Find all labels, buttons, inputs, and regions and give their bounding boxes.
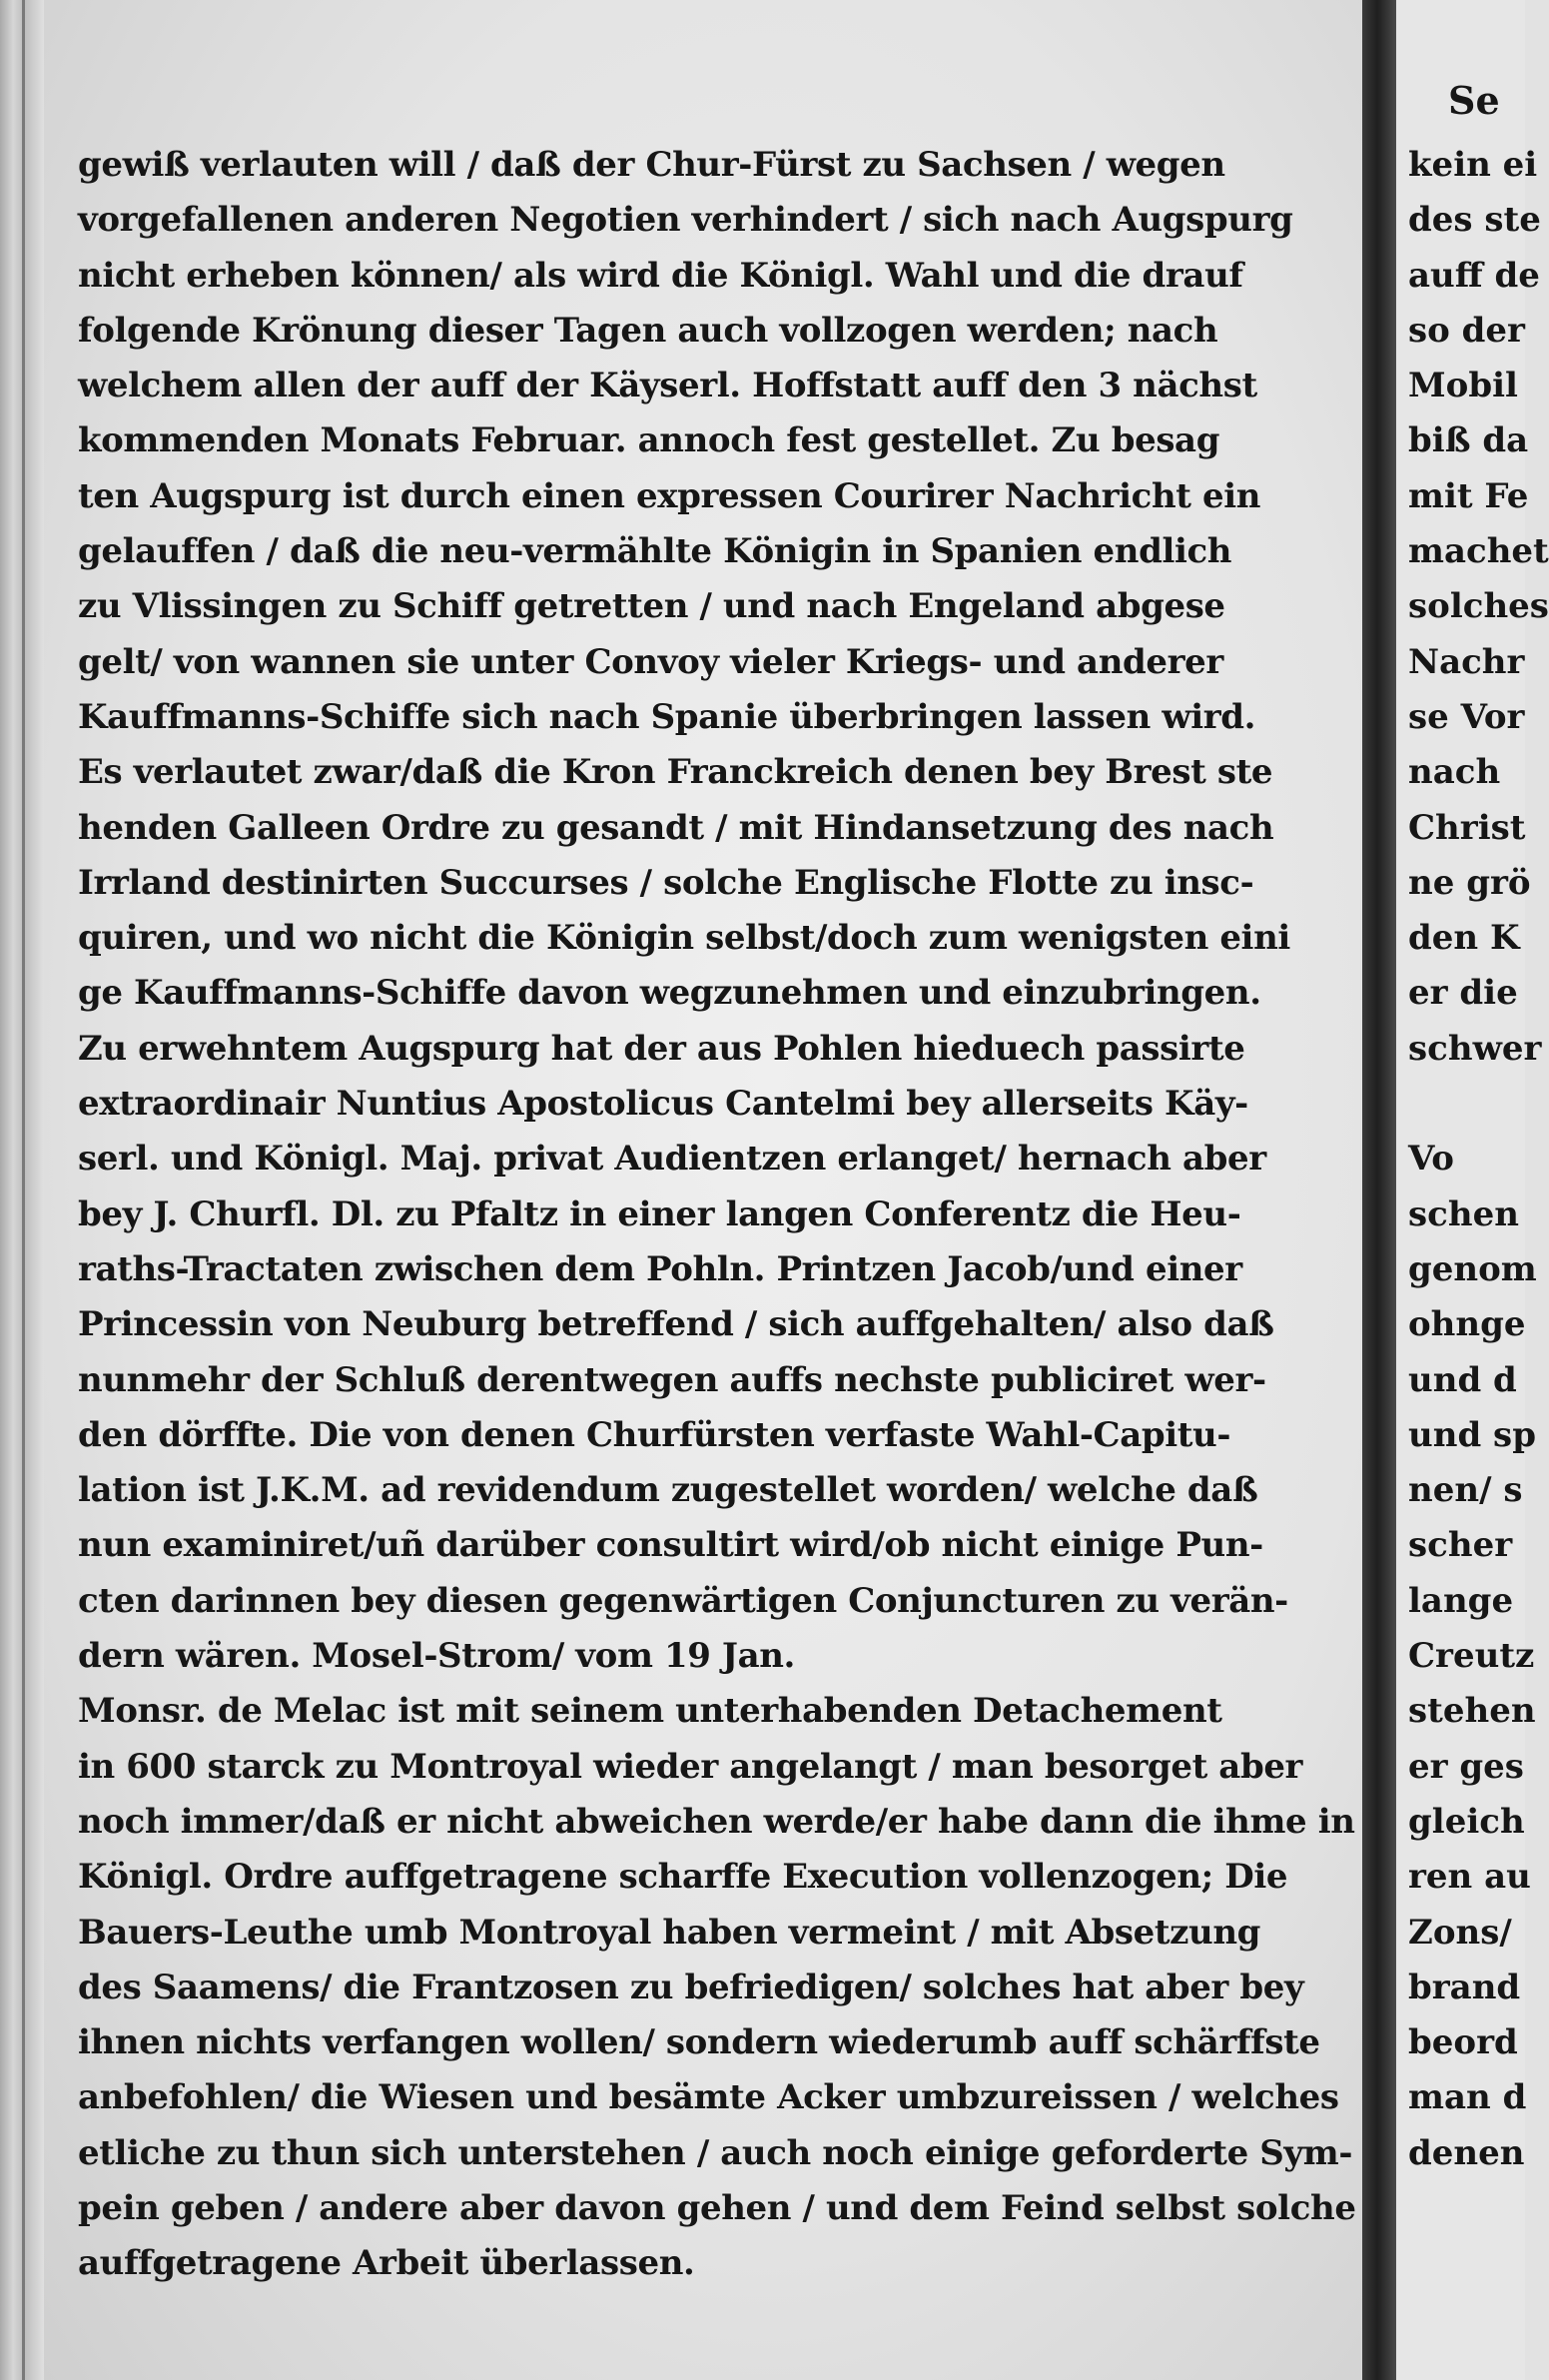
text-line-content: raths-Tractaten zwischen dem Pohln. Printzen Jacob/und einer: [78, 1248, 1242, 1289]
text-line: [78, 856, 1366, 911]
text-line-content: Monsr. de Melac ist mit seinem unterhabenden Detachement: [78, 1691, 1222, 1732]
scan-left-edge: [0, 0, 44, 2380]
adjacent-text-line: Zons/: [1408, 1912, 1512, 1953]
text-line-content: Kauffmanns-Schiffe sich nach Spanie überbringen lassen wird.: [78, 696, 1256, 737]
text-line-content: folgende Krönung dieser Tagen auch vollzogen werden; nach: [78, 310, 1218, 351]
adjacent-text-line: auff de: [1408, 255, 1540, 296]
adjacent-running-head: Se: [1448, 78, 1500, 123]
text-line: [78, 304, 1366, 359]
adjacent-text-line: den K: [1408, 918, 1520, 959]
text-line: [78, 1740, 1366, 1795]
text-line: [78, 1961, 1366, 2015]
text-line-content: Zu erwehntem Augspurg hat der aus Pohlen hieduech passirte: [78, 1028, 1245, 1069]
text-line: [78, 1906, 1366, 1961]
adjacent-text-line: schwer: [1408, 1028, 1542, 1069]
text-line: [78, 413, 1366, 468]
text-line: [78, 1463, 1366, 1518]
text-line-content: gelauffen / daß die neu-vermählte Königin in Spanien endlich: [78, 531, 1232, 572]
text-line-content: bey J. Churfl. Dl. zu Pfaltz in einer langen Conferentz die Heu-: [78, 1193, 1241, 1234]
text-line-content: quiren, und wo nicht die Königin selbst/doch zum wenigsten eini: [78, 918, 1290, 959]
adjacent-text-line: beord: [1408, 2022, 1518, 2063]
adjacent-text-line: Creutz: [1408, 1636, 1535, 1677]
text-line-content: cten darinnen bey diesen gegenwärtigen Conjuncturen zu verän-: [78, 1580, 1288, 1621]
text-line-content: Königl. Ordre auffgetragene scharffe Execution vollenzogen; Die: [78, 1857, 1288, 1898]
text-line: [78, 1408, 1366, 1463]
text-line: [78, 635, 1366, 690]
text-line-content: kommenden Monats Februar. annoch fest gestellet. Zu besag: [78, 420, 1220, 461]
adjacent-text-line: mit Fe: [1408, 475, 1529, 516]
adjacent-text-line: [1408, 1077, 1549, 1132]
text-line: [78, 1077, 1366, 1132]
text-line: [78, 193, 1366, 248]
text-line: [78, 469, 1366, 524]
adjacent-column-text: [1408, 138, 1549, 2181]
adjacent-text-line: brand: [1408, 1967, 1521, 2007]
text-line: [78, 911, 1366, 966]
adjacent-text-line: solches: [1408, 586, 1549, 627]
adjacent-text-line: und sp: [1408, 1414, 1536, 1455]
text-line-content: des Saamens/ die Frantzosen zu befriedigen/ solches hat aber bey: [78, 1967, 1304, 2007]
adjacent-text-line: kein ei: [1408, 145, 1538, 185]
adjacent-text-line: Mobil: [1408, 366, 1518, 406]
adjacent-text-line: denen: [1408, 2132, 1525, 2173]
text-line: [78, 1684, 1366, 1739]
text-line: [78, 2181, 1366, 2236]
main-column-text: [78, 138, 1366, 2292]
text-line: [78, 359, 1366, 413]
text-line-content: Bauers-Leuthe umb Montroyal haben vermeint / mit Absetzung: [78, 1912, 1261, 1953]
adjacent-text-line: er die: [1408, 973, 1518, 1014]
page-gutter: [1362, 0, 1396, 2380]
text-line-content: anbefohlen/ die Wiesen und besämte Acker umbzureissen / welches: [78, 2077, 1339, 2118]
text-line-content: in 600 starck zu Montroyal wieder angelangt / man besorget aber: [78, 1746, 1303, 1787]
text-line-content: auffgetragene Arbeit überlassen.: [78, 2243, 695, 2284]
adjacent-text-line: nen/ s: [1408, 1470, 1523, 1511]
text-line: [78, 1353, 1366, 1408]
text-line-content: vorgefallenen anderen Negotien verhindert / sich nach Augspurg: [78, 200, 1293, 241]
text-line-content: gewiß verlauten will / daß der Chur-Fürst zu Sachsen / wegen: [78, 145, 1225, 185]
text-line: [78, 138, 1366, 193]
adjacent-text-line: nach: [1408, 752, 1501, 793]
text-line: [78, 579, 1366, 634]
text-line-content: extraordinair Nuntius Apostolicus Cantelmi bey allerseits Käy-: [78, 1084, 1248, 1125]
adjacent-text-line: gleich: [1408, 1801, 1525, 1842]
adjacent-text-line: so der: [1408, 310, 1525, 351]
text-line: [78, 745, 1366, 800]
text-line: [78, 1850, 1366, 1905]
adjacent-text-line: ohnge: [1408, 1304, 1526, 1345]
text-line: [78, 524, 1366, 579]
text-line-content: dern wären. Mosel-Strom/ vom 19 Jan.: [78, 1636, 795, 1677]
text-line: [78, 1795, 1366, 1850]
text-line: [78, 2070, 1366, 2125]
adjacent-text-line: ren au: [1408, 1857, 1531, 1898]
text-line-content: etliche zu thun sich unterstehen / auch noch einige geforderte Sym-: [78, 2132, 1353, 2173]
text-line-content: lation ist J.K.M. ad revidendum zugestellet worden/ welche daß: [78, 1470, 1258, 1511]
text-line-content: pein geben / andere aber davon gehen / und dem Feind selbst solche: [78, 2187, 1356, 2228]
text-line: [78, 1242, 1366, 1297]
text-line: [78, 1132, 1366, 1187]
adjacent-text-line: und d: [1408, 1359, 1517, 1400]
adjacent-text-line: lange: [1408, 1580, 1514, 1621]
adjacent-page: [1396, 0, 1549, 2380]
text-line-content: serl. und Königl. Maj. privat Audientzen erlanget/ hernach aber: [78, 1139, 1266, 1180]
text-line-content: ge Kauffmanns-Schiffe davon wegzunehmen und einzubringen.: [78, 973, 1261, 1014]
text-line-content: gelt/ von wannen sie unter Convoy vieler Kriegs- und anderer: [78, 641, 1223, 682]
text-line-content: nun examiniret/uñ darüber consultirt wird/ob nicht einige Pun-: [78, 1525, 1263, 1566]
text-line-content: Es verlautet zwar/daß die Kron Franckreich denen bey Brest ste: [78, 752, 1273, 793]
text-line: [78, 2236, 1366, 2291]
adjacent-text-line: biß da: [1408, 420, 1529, 461]
adjacent-text-line: machet: [1408, 531, 1549, 572]
text-line: [78, 1297, 1366, 1352]
adjacent-text-line: stehen: [1408, 1691, 1536, 1732]
text-line-content: welchem allen der auff der Käyserl. Hoffstatt auff den 3 nächst: [78, 366, 1257, 406]
text-line-content: noch immer/daß er nicht abweichen werde/er habe dann die ihme in: [78, 1801, 1355, 1842]
adjacent-text-line: ne grö: [1408, 862, 1531, 903]
text-line: [78, 1574, 1366, 1629]
adjacent-text-line: des ste: [1408, 200, 1541, 241]
text-line-content: Irrland destinirten Succurses / solche Englische Flotte zu insc-: [78, 862, 1254, 903]
text-line: [78, 690, 1366, 745]
text-line: [78, 1518, 1366, 1573]
text-line-content: den dörffte. Die von denen Churfürsten verfaste Wahl-Capitu-: [78, 1414, 1231, 1455]
text-line-content: nunmehr der Schluß derentwegen auffs nechste publiciret wer-: [78, 1359, 1266, 1400]
text-line: [78, 2015, 1366, 2070]
text-line-content: ihnen nichts verfangen wollen/ sondern wiederumb auff schärffste: [78, 2022, 1320, 2063]
adjacent-text-line: se Vor: [1408, 696, 1525, 737]
adjacent-text-line: man d: [1408, 2077, 1527, 2118]
text-line: [78, 249, 1366, 304]
adjacent-text-line: Vo: [1408, 1139, 1454, 1180]
adjacent-text-line: genom: [1408, 1248, 1537, 1289]
text-line-content: zu Vlissingen zu Schiff getretten / und nach Engeland abgese: [78, 586, 1225, 627]
text-line: [78, 966, 1366, 1021]
text-line: [78, 801, 1366, 856]
text-line: [78, 1022, 1366, 1077]
adjacent-text-line: Nachr: [1408, 641, 1525, 682]
text-line: [78, 1188, 1366, 1242]
adjacent-text-line: Christ: [1408, 807, 1526, 848]
text-line-content: nicht erheben können/ als wird die Königl. Wahl und die drauf: [78, 255, 1243, 296]
adjacent-text-line: scher: [1408, 1525, 1513, 1566]
text-line-content: Princessin von Neuburg betreffend / sich auffgehalten/ also daß: [78, 1304, 1274, 1345]
adjacent-text-line: schen: [1408, 1193, 1519, 1234]
adjacent-text-line: er ges: [1408, 1746, 1524, 1787]
text-line: [78, 2126, 1366, 2181]
text-line-content: ten Augspurg ist durch einen expressen Courirer Nachricht ein: [78, 475, 1261, 516]
text-line: [78, 1629, 1366, 1684]
text-line-content: henden Galleen Ordre zu gesandt / mit Hindansetzung des nach: [78, 807, 1274, 848]
